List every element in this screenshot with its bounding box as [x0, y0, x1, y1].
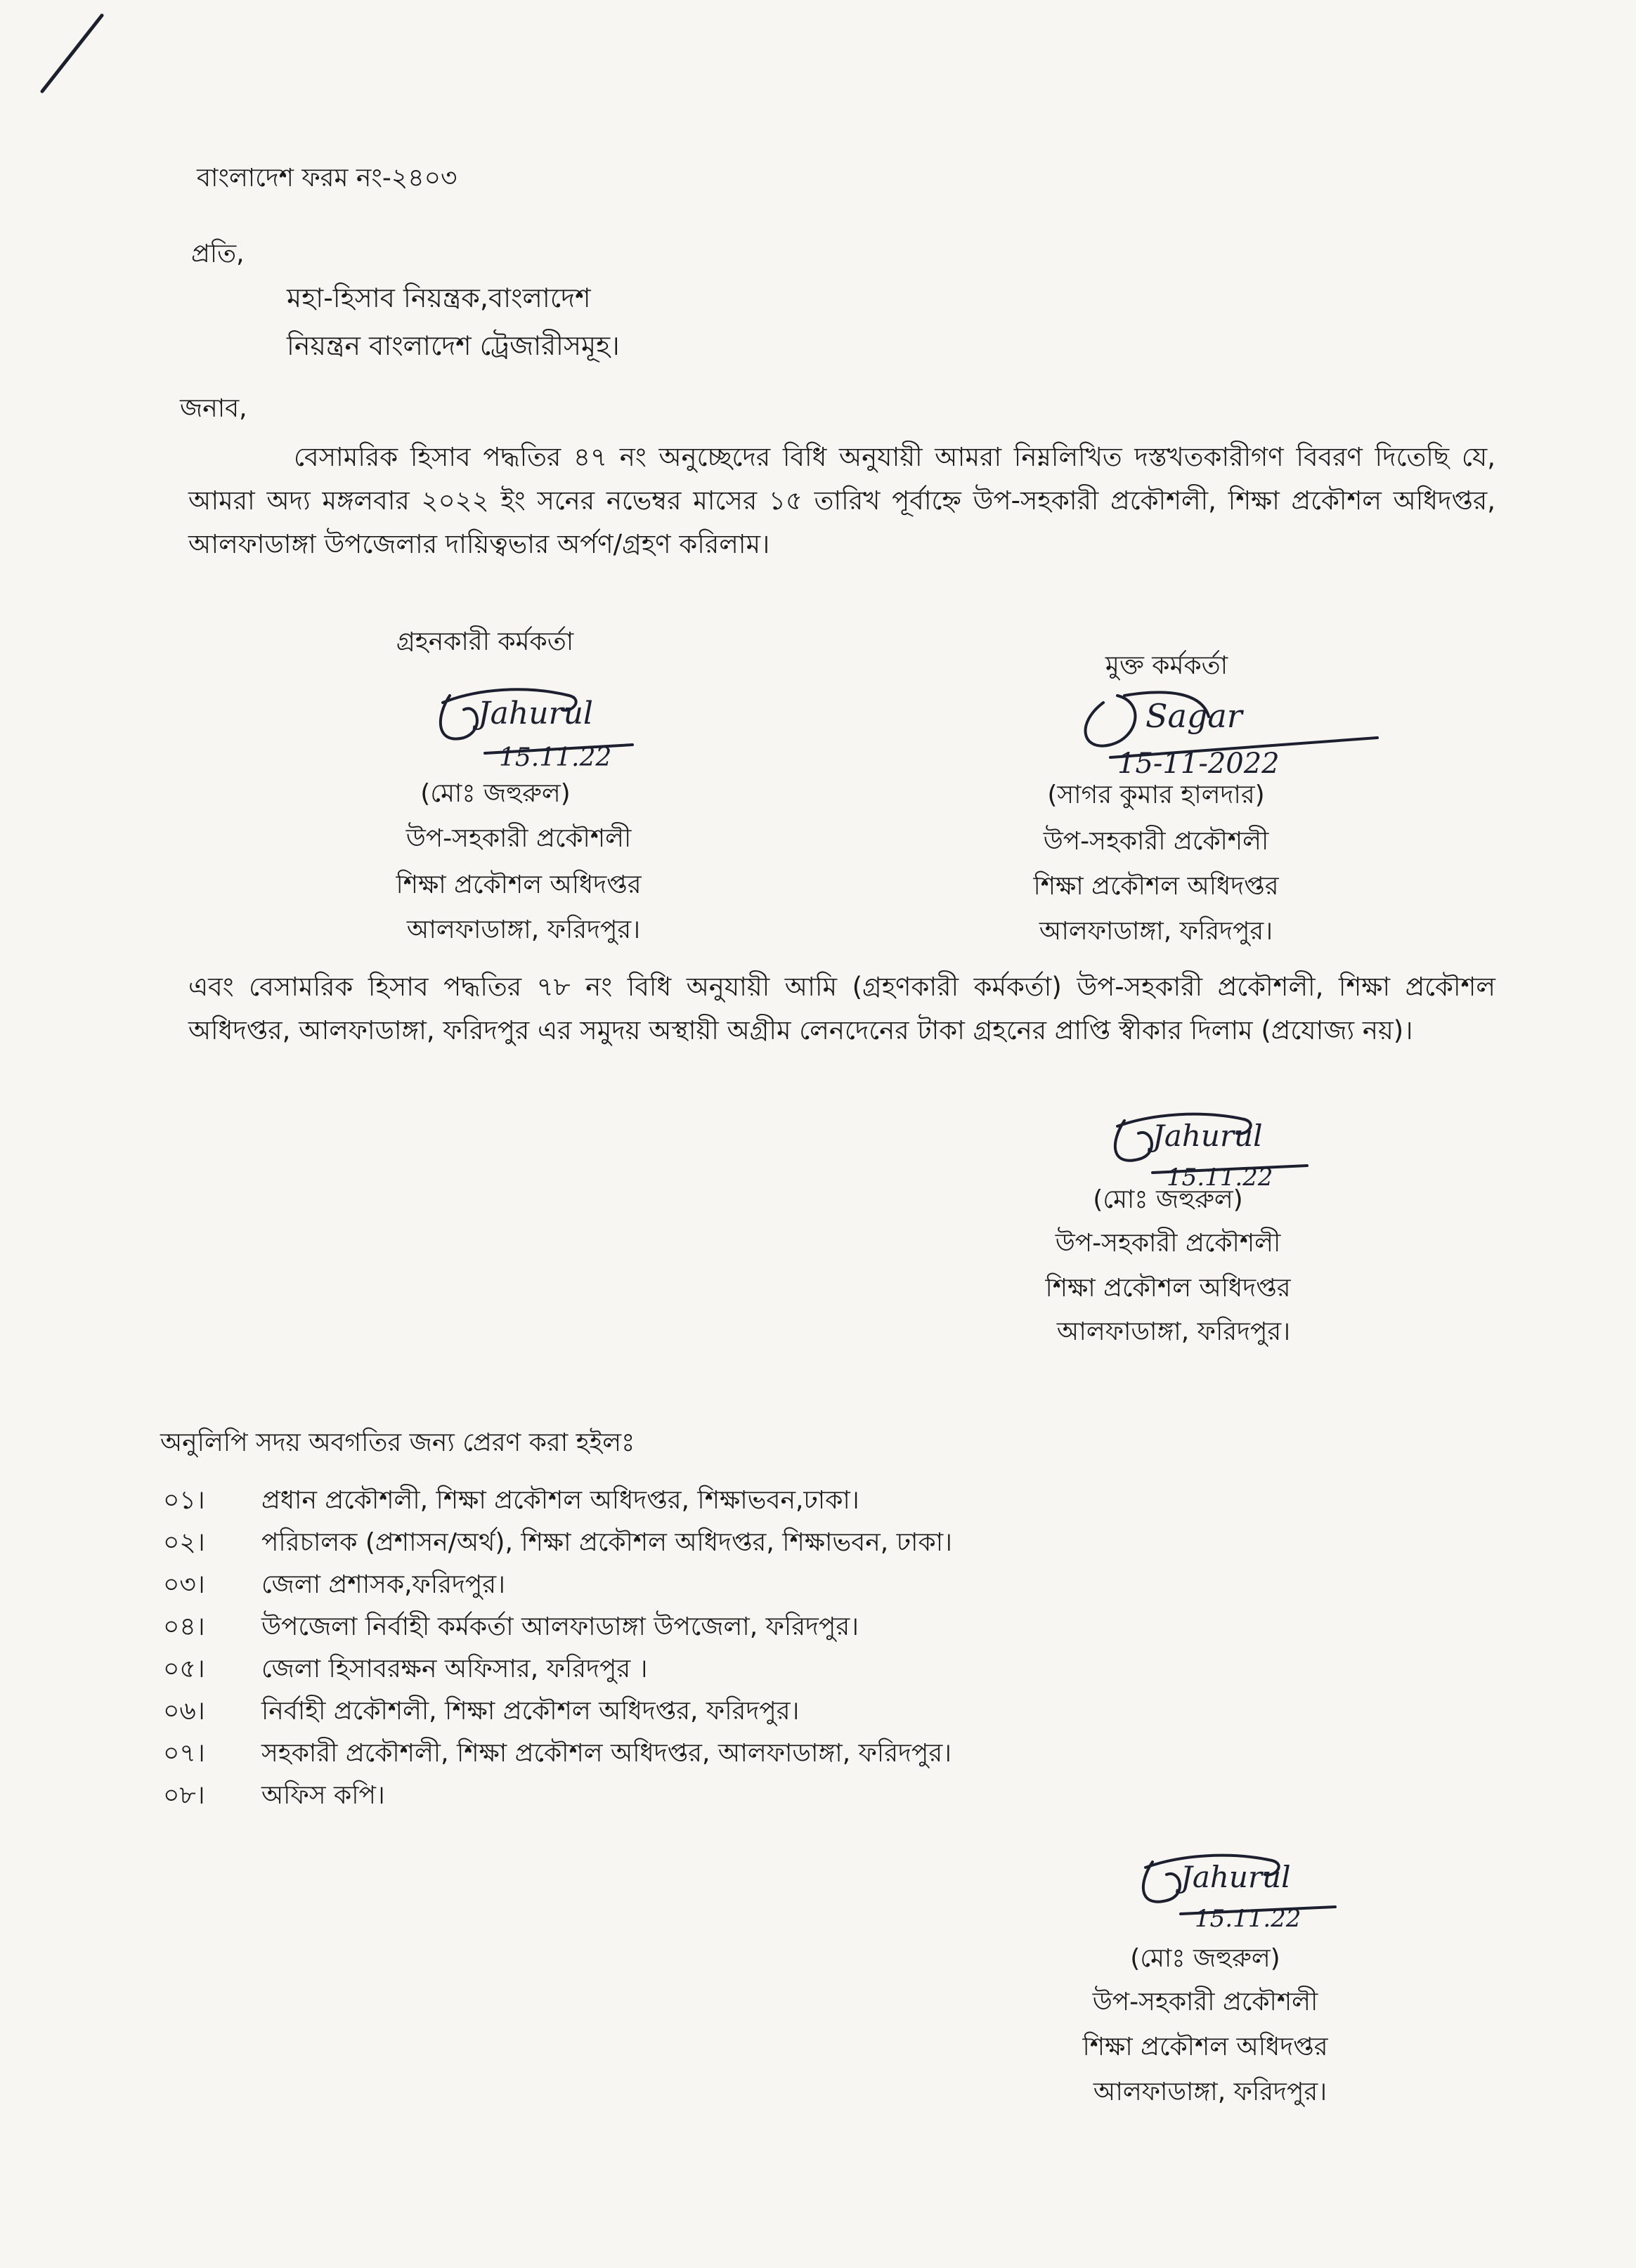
- copy-item: ০১। প্রধান প্রকৌশলী, শিক্ষা প্রকৌশল অধিদপ্তর, শিক্ষাভবন,ঢাকা।: [163, 1486, 859, 1515]
- copy-item: ০৩। জেলা প্রশাসক,ফরিদপুর।: [163, 1570, 505, 1599]
- receiving-officer-signature: [422, 674, 647, 773]
- receiving-officer-department: শিক্ষা প্রকৌশল অধিদপ্তর: [396, 871, 642, 899]
- receiving-officer-name: (মোঃ জহুরুল): [420, 779, 571, 808]
- ack-officer-designation: উপ-সহকারী প্রকৌশলী: [1055, 1229, 1281, 1258]
- copy-officer-name: (মোঃ জহুরুল): [1130, 1944, 1280, 1973]
- copy-item: ০৬। নির্বাহী প্রকৌশলী, শিক্ষা প্রকৌশল অধিদপ্তর, ফরিদপুর।: [163, 1697, 800, 1726]
- svg-text:15.11.22: 15.11.22: [1167, 1164, 1273, 1191]
- receiving-officer-location: আলফাডাঙ্গা, ফরিদপুর।: [406, 915, 641, 944]
- ack-officer-department: শিক্ষা প্রকৌশল অধিদপ্তর: [1045, 1274, 1291, 1303]
- ack-officer-location: আলফাডাঙ্গা, ফরিদপুর।: [1056, 1317, 1291, 1346]
- to-label: প্রতি,: [191, 240, 245, 268]
- copy-item: ০৪। উপজেলা নির্বাহী কর্মকর্তা আলফাডাঙ্গা উপজেলা, ফরিদপুর।: [163, 1612, 859, 1641]
- recipient-1: মহা-হিসাব নিয়ন্ত্রক,বাংলাদেশ: [287, 282, 591, 313]
- svg-text:Jahurul: Jahurul: [478, 696, 593, 731]
- copy-item: ০৮। অফিস কপি।: [163, 1781, 385, 1810]
- svg-text:Jahurul: Jahurul: [1153, 1119, 1263, 1153]
- handover-paragraph: বেসামরিক হিসাব পদ্ধতির ৪৭ নং অনুচ্ছেদের বিধি অনুযায়ী আমরা নিম্নলিখিত দস্তখতকারীগণ বিবরণ দিতেছি যে, আমরা অদ্য মঙ্গলবার ২০২২ ইং সনের নভেম্বর মাসের ১৫ তারিখ পূর্বাহ্নে উপ-সহকারী প্রকৌশলী, শিক্ষা প্রকৌশল অধিদপ্তর, আলফাডাঙ্গা উপজেলার দায়িত্বভার অর্পণ/গ্রহণ করিলাম।: [188, 442, 1495, 559]
- copy-item: ০২। পরিচালক (প্রশাসন/অর্থ), শিক্ষা প্রকৌশল অধিদপ্তর, শিক্ষাভবন, ঢাকা।: [163, 1528, 952, 1557]
- copy-item: ০৫। জেলা হিসাবরক্ষন অফিসার, ফরিদপুর ।: [163, 1655, 648, 1683]
- relieved-officer-department: শিক্ষা প্রকৌশল অধিদপ্তর: [1033, 872, 1279, 901]
- copy-item: ০৭। সহকারী প্রকৌশলী, শিক্ষা প্রকৌশল অধিদপ্তর, আলফাডাঙ্গা, ফরিদপুর।: [163, 1739, 952, 1768]
- ack-officer-name: (মোঃ জহুরুল): [1093, 1185, 1243, 1214]
- acknowledgement-signature: [1096, 1100, 1321, 1191]
- copy-officer-location: আলফাডাঙ্গা, ফরিদপুর।: [1093, 2078, 1327, 2106]
- receiving-officer-designation: উপ-সহকারী প্রকৌশলী: [405, 824, 632, 853]
- relieved-officer-designation: উপ-সহকারী প্রকৌশলী: [1043, 827, 1269, 856]
- relieved-officer-signature: [1068, 674, 1405, 780]
- receiving-officer-title: গ্রহনকারী কর্মকর্তা: [396, 627, 574, 656]
- copy-heading: অনুলিপি সদয় অবগতির জন্য প্রেরণ করা হইলঃ: [160, 1428, 635, 1457]
- svg-text:15-11-2022: 15-11-2022: [1117, 748, 1280, 780]
- acknowledgement-paragraph: এবং বেসামরিক হিসাব পদ্ধতির ৭৮ নং বিধি অনুযায়ী আমি (গ্রহণকারী কর্মকর্তা) উপ-সহকারী প্রকৌশলী, শিক্ষা প্রকৌশল অধিদপ্তর, আলফাডাঙ্গা, ফরিদপুর এর সমুদয় অস্থায়ী অগ্রীম লেনদেনের টাকা গ্রহনের প্রাপ্তি স্বীকার দিলাম (প্রযোজ্য নয়)।: [188, 972, 1495, 1045]
- copy-officer-designation: উপ-সহকারী প্রকৌশলী: [1092, 1988, 1318, 2016]
- svg-text:Jahurul: Jahurul: [1181, 1860, 1291, 1894]
- svg-text:Sagar: Sagar: [1145, 697, 1242, 735]
- pen-mark: [35, 7, 112, 98]
- form-number: বাংলাদেশ ফরম নং-২৪০৩: [197, 164, 457, 193]
- recipient-2: নিয়ন্ত্রন বাংলাদেশ ট্রেজারীসমূহ।: [287, 330, 620, 361]
- copy-officer-department: শিক্ষা প্রকৌশল অধিদপ্তর: [1082, 2033, 1328, 2061]
- svg-text:15.11.22: 15.11.22: [499, 743, 612, 772]
- svg-text:15.11.22: 15.11.22: [1195, 1905, 1301, 1932]
- relieved-officer-title: মুক্ত কর্মকর্তা: [1105, 651, 1228, 680]
- salutation: জনাব,: [180, 394, 247, 423]
- copy-signature: [1124, 1841, 1349, 1932]
- relieved-officer-location: আলফাডাঙ্গা, ফরিদপুর।: [1039, 917, 1273, 946]
- relieved-officer-name: (সাগর কুমার হালদার): [1047, 781, 1265, 809]
